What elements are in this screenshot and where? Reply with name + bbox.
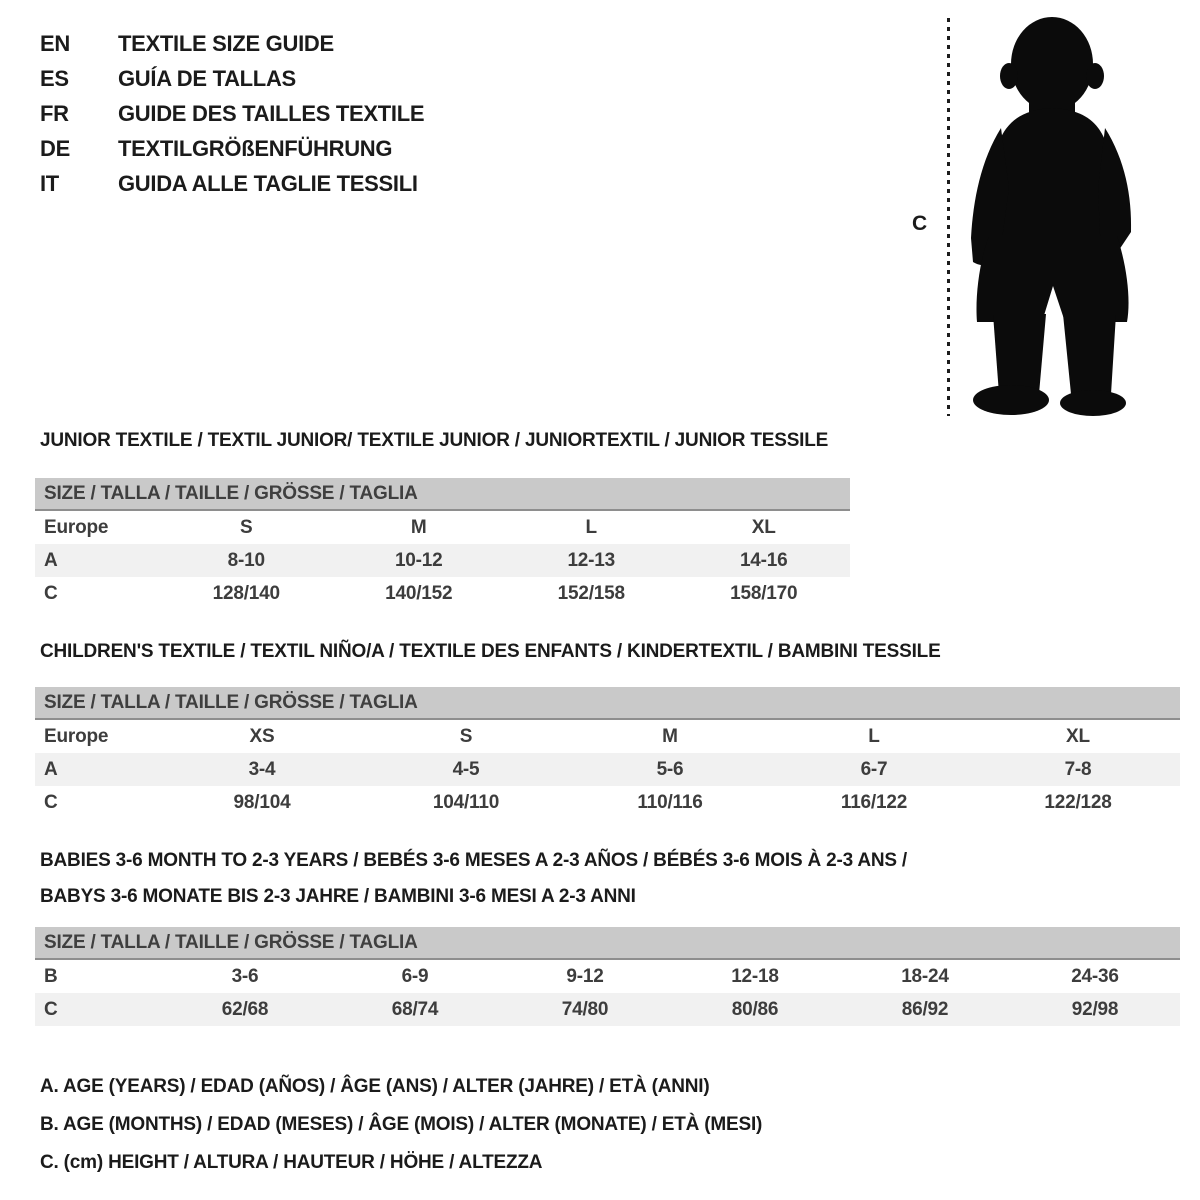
size-cell: 8-10	[227, 549, 265, 571]
size-cell: 110/116	[637, 791, 703, 813]
size-cell: 6-7	[860, 758, 888, 780]
size-cell: 116/122	[840, 791, 908, 813]
table-row	[35, 960, 1180, 993]
language-label: TEXTILE SIZE GUIDE	[118, 30, 334, 56]
size-cell: 3-6	[231, 965, 259, 987]
size-cell: 5-6	[656, 758, 684, 780]
language-row	[40, 166, 424, 201]
table-row	[35, 511, 850, 544]
size-section	[35, 430, 850, 610]
size-cell: 140/152	[385, 582, 453, 604]
table-row	[35, 544, 850, 577]
row-label: Europe	[44, 725, 109, 747]
size-table	[35, 720, 1180, 819]
size-table-header: SIZE / TALLA / TAILLE / GRÖSSE / TAGLIA	[35, 478, 850, 511]
section-title: BABYS 3-6 MONATE BIS 2-3 JAHRE / BAMBINI 3-6 MESI A 2-3 ANNI	[40, 886, 636, 907]
size-cell: 80/86	[731, 998, 779, 1020]
size-section	[35, 641, 1180, 819]
size-cell: 68/74	[391, 998, 439, 1020]
row-label: C	[44, 998, 58, 1020]
size-cell: L	[868, 725, 880, 747]
table-row	[35, 753, 1180, 786]
size-table-wrap	[35, 927, 1180, 1026]
size-section	[35, 843, 1180, 1026]
language-list	[40, 26, 424, 201]
size-table	[35, 511, 850, 610]
size-cell: 152/158	[557, 582, 625, 604]
language-code: ES	[40, 65, 69, 91]
row-label: B	[44, 965, 58, 987]
size-cell: 12-18	[731, 965, 779, 987]
legend-line: C. (cm) HEIGHT / ALTURA / HAUTEUR / HÖHE / ALTEZZA	[40, 1152, 543, 1173]
size-cell: 92/98	[1071, 998, 1119, 1020]
size-cell: 86/92	[901, 998, 949, 1020]
size-cell: M	[662, 725, 678, 747]
size-table-wrap	[35, 687, 1180, 819]
size-cell: 12-13	[567, 549, 616, 571]
size-cell: 74/80	[561, 998, 609, 1020]
size-cell: 6-9	[401, 965, 429, 987]
size-cell: 128/140	[212, 582, 280, 604]
size-cell: S	[240, 516, 253, 538]
size-cell: 62/68	[221, 998, 269, 1020]
size-cell: 98/104	[233, 791, 291, 813]
size-cell: 4-5	[452, 758, 480, 780]
table-row	[35, 993, 1180, 1026]
row-label: Europe	[44, 516, 109, 538]
size-table-header: SIZE / TALLA / TAILLE / GRÖSSE / TAGLIA	[35, 687, 1180, 720]
language-row	[40, 26, 424, 61]
height-dotted-line	[947, 18, 950, 416]
row-label: A	[44, 549, 58, 571]
legend-line: B. AGE (MONTHS) / EDAD (MESES) / ÂGE (MOIS) / ALTER (MONATE) / ETÀ (MESI)	[40, 1114, 763, 1135]
size-cell: 18-24	[901, 965, 949, 987]
size-cell: 14-16	[739, 549, 788, 571]
table-row	[35, 577, 850, 610]
size-cell: S	[459, 725, 473, 747]
language-code: EN	[40, 30, 70, 56]
section-title: CHILDREN'S TEXTILE / TEXTIL NIÑO/A / TEXTILE DES ENFANTS / KINDERTEXTIL / BAMBINI TESSILE	[40, 641, 941, 662]
language-row	[40, 96, 424, 131]
table-row	[35, 786, 1180, 819]
size-cell: XS	[249, 725, 275, 747]
size-cell: 9-12	[566, 965, 604, 987]
language-code: IT	[40, 170, 59, 196]
size-cell: XL	[751, 516, 776, 538]
height-measure-label: C	[912, 212, 928, 235]
language-label: TEXTILGRÖßENFÜHRUNG	[118, 135, 393, 161]
size-table	[35, 960, 1180, 1026]
language-code: FR	[40, 100, 69, 126]
size-cell: XL	[1066, 725, 1090, 747]
size-cell: 3-4	[248, 758, 276, 780]
size-cell: 158/170	[730, 582, 798, 604]
language-label: GUIDE DES TAILLES TEXTILE	[118, 100, 425, 126]
size-cell: 104/110	[432, 791, 500, 813]
size-cell: 10-12	[394, 549, 443, 571]
language-label: GUIDA ALLE TAGLIE TESSILI	[118, 170, 418, 196]
size-cell: 7-8	[1064, 758, 1092, 780]
language-code: DE	[40, 135, 70, 161]
size-cell: L	[585, 516, 597, 538]
language-row	[40, 61, 424, 96]
size-cell: 122/128	[1044, 791, 1112, 813]
size-cell: M	[410, 516, 427, 538]
size-cell: 24-36	[1071, 965, 1119, 987]
section-title: JUNIOR TEXTILE / TEXTIL JUNIOR/ TEXTILE JUNIOR / JUNIORTEXTIL / JUNIOR TESSILE	[40, 430, 829, 451]
row-label: C	[44, 791, 58, 813]
size-table-wrap	[35, 478, 850, 610]
legend-line: A. AGE (YEARS) / EDAD (AÑOS) / ÂGE (ANS) / ALTER (JAHRE) / ETÀ (ANNI)	[40, 1076, 710, 1097]
legend	[40, 1068, 762, 1182]
section-title: BABIES 3-6 MONTH TO 2-3 YEARS / BEBÉS 3-6 MESES A 2-3 AÑOS / BÉBÉS 3-6 MOIS À 2-3 ANS /	[40, 850, 908, 871]
row-label: C	[44, 582, 58, 604]
language-label: GUÍA DE TALLAS	[118, 65, 296, 91]
language-row	[40, 131, 424, 166]
table-row	[35, 720, 1180, 753]
size-table-header: SIZE / TALLA / TAILLE / GRÖSSE / TAGLIA	[35, 927, 1180, 960]
baby-silhouette-icon	[958, 10, 1150, 420]
row-label: A	[44, 758, 58, 780]
